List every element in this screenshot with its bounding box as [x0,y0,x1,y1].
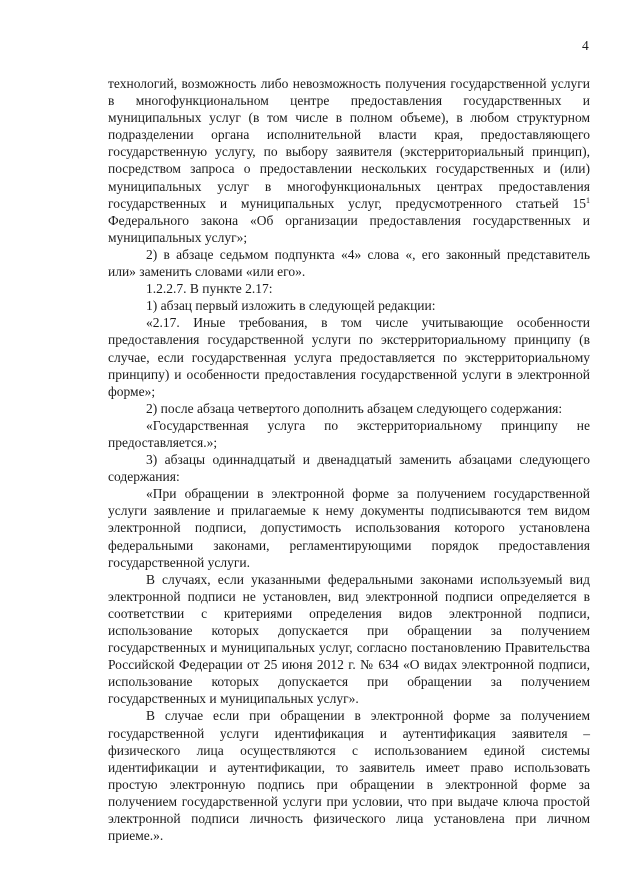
paragraph: 3) абзацы одиннадцатый и двенадцатый заменить абзацами следующего содержания: [108,452,590,485]
paragraph-text: технологий, возможность либо невозможность получения государственной услуги в многофункциональном центре предоставления государственных и муниципальных услуг (в том числе в полном объеме), в любом структурном подразделении органа исполнительной власти края, предоставляющего государственную услугу, по выбору заявителя (экстерриториальный принцип), посредством запроса о предоставлении нескольких государственных и (или) муниципальных услуг в многофункциональных центрах предоставления государственных и муниципальных услуг, предусмотренного статьей 15 [108,76,590,211]
paragraph: «2.17. Иные требования, в том числе учитывающие особенности предоставления государственной услуги по экстерриториальному принципу (в случае, если государственная услуга предоставляется по экстерриториальному принципу) и особенности предоставления государственной услуги в электронной форме»; [108,315,590,399]
paragraph: «При обращении в электронной форме за получением государственной услуги заявление и прилагаемые к нему документы подписываются тем видом электронной подписи, допустимость использования которого установлена федеральными законами, регламентирующими порядок предоставления государственной услуги. [108,486,590,570]
paragraph [108,75,590,246]
paragraph: В случаях, если указанными федеральными законами используемый вид электронной подписи не установлен, вид электронной подписи определяется в соответствии с критериями определения видов электронной подписи, использование которых допускается при обращении за получением государственных и муниципальных услуг, согласно постановлению Правительства Российской Федерации от 25 июня 2012 г. № 634 «О видах электронной подписи, использование которых допускается при обращении за получением государственных и муниципальных услуг». [108,571,590,707]
page-number: 4 [582,38,589,53]
paragraph-text: Федерального закона «Об организации предоставления государственных и муниципальных услуг»; [108,212,590,245]
paragraph: «Государственная услуга по экстерриториальному принципу не предоставляется.»; [108,417,590,450]
paragraph: 2) после абзаца четвертого дополнить абзацем следующего содержания: [146,400,563,416]
paragraph: 2) в абзаце седьмом подпункта «4» слова «, его законный представитель или» заменить словами «или его». [108,246,590,280]
paragraph: 1) абзац первый изложить в следующей редакции: [146,298,436,314]
document-body [108,75,590,844]
superscript: 1 [586,195,590,205]
paragraph: 1.2.2.7. В пункте 2.17: [146,281,273,297]
paragraph: В случае если при обращении в электронной форме за получением государственной услуги идентификация и аутентификация заявителя – физического лица осуществляются с использованием единой системы идентификации и аутентификации, то заявитель имеет право использовать простую электронную подпись при обращении в электронной форме за получением государственной услуги при условии, что при выдаче ключа простой электронной подписи личность физического лица установлена при личном приеме.». [108,708,590,844]
